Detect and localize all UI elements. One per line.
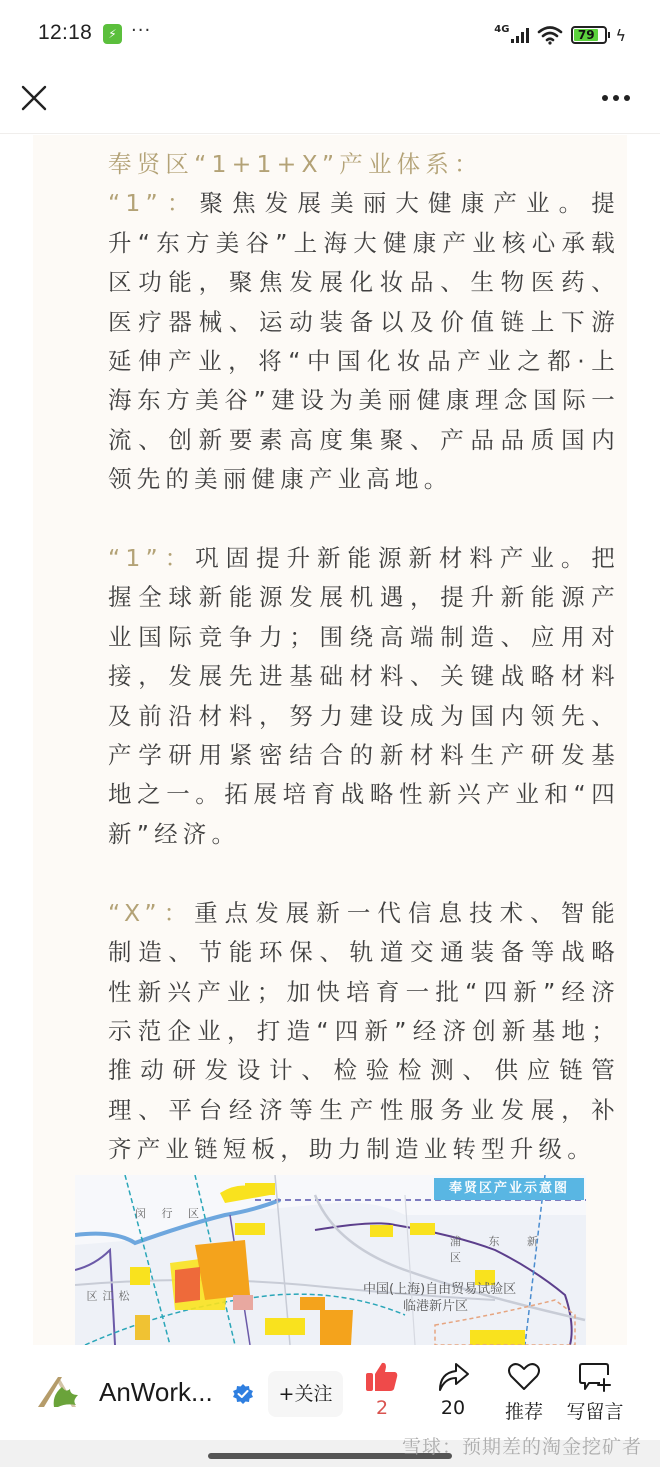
thumbs-up-icon: [365, 1361, 399, 1393]
follow-button[interactable]: +关注: [268, 1371, 343, 1417]
share-button[interactable]: [418, 1361, 488, 1431]
close-button[interactable]: [18, 82, 50, 114]
section-marker: “1”：: [108, 544, 196, 573]
industry-map-image[interactable]: [75, 1175, 586, 1345]
section-text: 重点发展新一代信息技术、智能制造、节能环保、轨道交通装备等战略性新兴产业；加快培育一批“四新”经济示范企业，打造“四新”经济创新基地；推动研发设计、检验检测、供应链管理、平台经济等生产性服务业发展，补齐产业链短板，助力制造业转型升级。: [108, 898, 620, 1164]
more-options-button[interactable]: [598, 84, 634, 112]
map-label-songjiang: 松 江 区: [85, 1290, 130, 1311]
author-name[interactable]: AnWork...: [99, 1377, 213, 1407]
map-label-pudong: 浦 东 新 区: [450, 1235, 550, 1264]
wifi-icon: [537, 25, 563, 45]
section-new-energy: [108, 539, 620, 854]
close-icon: [18, 82, 50, 114]
top-nav-bar: [0, 70, 660, 134]
status-time: 12:18: [38, 21, 93, 44]
comment-label: 写留言: [566, 1401, 624, 1423]
status-indicators: [494, 22, 626, 48]
map-label-ftz: 中国(上海)自由贸易试验区: [363, 1282, 517, 1297]
charging-bolt-icon: ϟ: [615, 25, 626, 45]
verified-badge-icon: [232, 1383, 254, 1405]
section-marker: “X”：: [108, 898, 195, 927]
section-text: 聚焦发展美丽大健康产业。提升“东方美谷”上海大健康产业核心承载区功能，聚焦发展化妆品、生物医药、医疗器械、运动装备以及价值链上下游延伸产业，将“中国化妆品产业之都·上海东方美谷”建设为美丽健康理念国际一流、创新要素高度集聚、产品品质国内领先的美丽健康产业高地。: [108, 189, 620, 494]
bottom-action-bar: [0, 1345, 660, 1440]
map-title: 奉贤区产业示意图: [434, 1178, 584, 1200]
section-x-industries: [108, 894, 620, 1170]
share-arrow-icon: [436, 1361, 470, 1393]
battery-level: 79: [574, 29, 598, 41]
section-beauty-health: [108, 184, 620, 499]
article-body: [108, 145, 620, 1209]
recommend-label: 推荐: [504, 1401, 543, 1423]
status-bar: [0, 0, 660, 70]
map-label-lingang: 临港新片区: [403, 1299, 469, 1314]
like-count: 2: [375, 1397, 389, 1419]
section-marker: “1”：: [108, 189, 200, 218]
battery-icon: [571, 26, 607, 44]
share-count: 20: [440, 1397, 466, 1419]
status-overflow: ···: [131, 20, 152, 41]
recommend-button[interactable]: [489, 1361, 559, 1431]
like-button[interactable]: [347, 1361, 417, 1431]
section-text: 巩固提升新能源新材料产业。把握全球新能源发展机遇，提升新能源产业国际竞争力；围绕高端制造、应用对接，发展先进基础材料、关键战略材料及前沿材料，努力建设成为国内领先、产学研用紧密结合的新材料生产研发基地之一。拓展培育战略性新兴产业和“四新”经济。: [108, 544, 620, 848]
write-comment-button[interactable]: [560, 1361, 630, 1431]
map-label-minhang: 闵 行 区: [135, 1207, 205, 1220]
watermark-text: 雪球：预期差的淘金挖矿者: [401, 1436, 642, 1458]
article-card: [33, 135, 627, 1345]
article-heading: 奉贤区“1+1+X”产业体系：: [108, 150, 483, 178]
article-scroll-area[interactable]: [0, 135, 660, 1345]
more-icon: [602, 95, 608, 101]
comment-add-icon: [578, 1361, 612, 1393]
heart-icon: [507, 1361, 541, 1393]
signal-icon: [511, 27, 529, 43]
charging-app-icon: ⚡: [103, 24, 122, 44]
author-avatar[interactable]: [36, 1373, 84, 1413]
network-type: 4G: [494, 23, 510, 35]
